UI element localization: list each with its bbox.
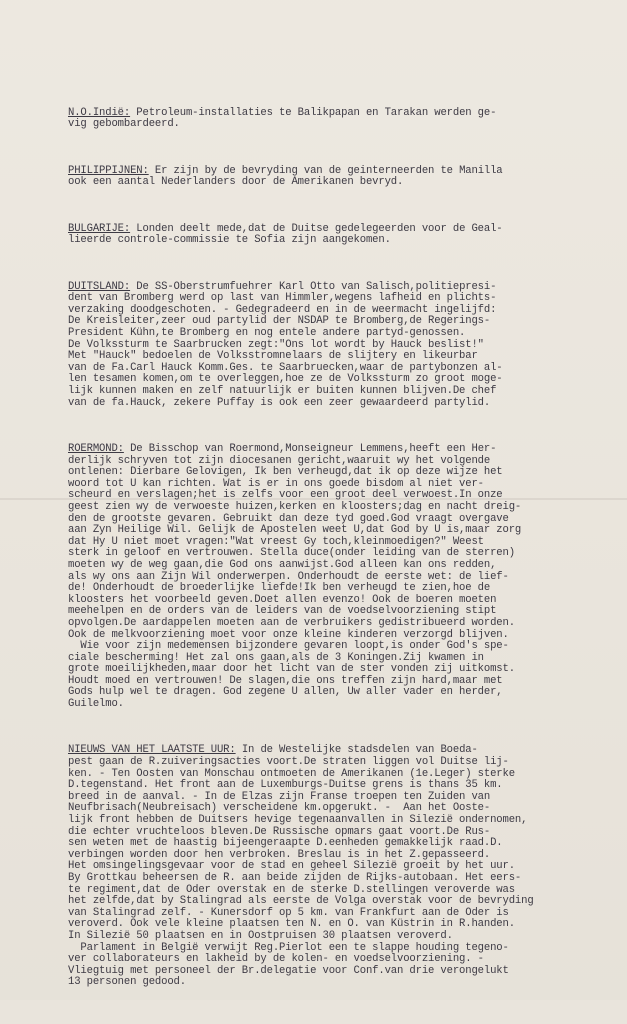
news-bulletin-text — [68, 73, 613, 1024]
text-line: ciale bescherming! Het zal ons gaan,als de 3 Koningen.Zij kwamen in — [68, 651, 484, 664]
text-line: woord tot U kan richten. Wat is er in ons goede bisdom al niet ver- — [68, 477, 484, 490]
text-line: Neufbrisach(Neubreisach) verscheidene km.opgerukt. - Aan het Ooste- — [68, 802, 491, 815]
text-line: Er zijn by de bevryding van de geinterneerden te Manilla — [148, 164, 503, 177]
text-line: van de fa.Hauck, zekere Puffay is ook een zeer gewaardeerd partylid. — [68, 396, 491, 409]
text-line: sen weten met de haastig bijeengeraapte D.eenheden gemakkelijk raad.D. — [68, 837, 503, 850]
text-line: 13 personen gedood. — [68, 976, 186, 989]
section-nl-indies — [68, 108, 613, 131]
text-line: Vliegtuig met personeel der Br.delegatie voor Conf.van drie verongelukt — [68, 964, 509, 977]
text-line: derlijk schryven tot zijn diocesanen gericht,waaruit wy het volgende — [68, 454, 491, 467]
text-line: kloosters het voorbeeld geven.Doet allen evenzo! Ook de boeren moeten — [68, 593, 497, 606]
text-line: D.tegenstand. Het front aan de Luxemburgs-Duitse grens is thans 35 km. — [68, 779, 503, 792]
text-line: Parlament in België verwijt Reg.Pierlot een te slappe houding tegeno- — [68, 941, 509, 954]
text-line: verzaking doodgeschoten. - Gedegradeerd en in de weermacht ingelijfd: — [68, 303, 497, 316]
text-line: dat Hy U niet moet vragen:"Wat vreest Gy toch,kleinmoedigen?" Weest — [68, 535, 484, 548]
text-line: Het omsingelingsgevaar voor de stad en geheel Silezië groeit by het uur. — [68, 860, 515, 873]
section-latest-news — [68, 745, 613, 988]
text-line: By Grottkau beheersen de R. aan beide zijden de Rijks-autobaan. Het eers- — [68, 871, 522, 884]
text-line: Ook de melkvoorziening moet voor onze kleine kinderen verzorgd blijven. — [68, 628, 509, 641]
text-line: aan Zyn Heilige Wil. Gelijk de Apostelen weet U,dat God by U is,maar zorg — [68, 524, 522, 537]
text-line: sterk in geloof en vertrouwen. Stella duce(onder leiding van de sterren) — [68, 547, 515, 560]
text-line: ken. - Ten Oosten van Monschau ontmoeten de Amerikanen (1e.Leger) sterke — [68, 767, 515, 780]
text-line: vig gebombardeerd. — [68, 118, 180, 131]
text-line: lijk front hebben de Duitsers hevige tegenaanvallen in Silezië ondernomen, — [68, 814, 528, 826]
text-line: geest zien wy de verwoeste huizen,kerken en kloosters;dag en nacht dreig- — [68, 500, 522, 513]
section-heading: NIEUWS VAN HET LAATSTE UUR: — [68, 744, 236, 757]
text-line: dent van Bromberg werd op last van Himmler,wegens lafheid en plichts- — [68, 292, 497, 305]
text-line: moeten wy de weg gaan,die God ons aanwijst.God alleen kan ons redden, — [68, 558, 497, 571]
section-heading: DUITSLAND: — [68, 280, 131, 293]
section-roermond — [68, 444, 613, 711]
text-line: te regiment,dat de Oder overstak en de sterke D.stellingen veroverde was — [68, 883, 515, 896]
section-heading: PHILIPPIJNEN: — [68, 164, 149, 177]
text-line: lieerde controle-commissie te Sofia zijn aangekomen. — [68, 234, 391, 247]
text-line: Houdt moed en vertrouwen! De slagen,die ons treffen zijn hard,maar met — [68, 674, 503, 687]
text-line: opvolgen.De aardappelen moeten aan de verbruikers gedistribueerd worden. — [68, 616, 515, 629]
text-line: veroverd. Ook vele kleine plaatsen ten N. en O. van Küstrin in R.handen. — [68, 918, 515, 931]
text-line: Petroleum-installaties te Balikpapan en Tarakan werden ge- — [130, 106, 497, 119]
text-line: het zelfde,dat by Stalingrad als eerste de Volga overstak voor de bevryding — [68, 895, 534, 908]
text-line: In de Westelijke stadsdelen van Boeda- — [235, 744, 478, 757]
text-line: Gods hulp wel te dragen. God zegene U allen, Uw aller vader en herder, — [68, 686, 503, 699]
text-line: De SS-Oberstrumfuehrer Karl Otto van Salisch,politiepresi- — [130, 280, 497, 293]
section-heading: N.O.Indië: — [68, 106, 131, 119]
text-line: breed in de aanval. - In de Elzas zijn Franse troepen ten Zuiden van — [68, 790, 491, 803]
text-line: verbingen worden door hen verbroken. Breslau is in het Z.gepasseerd. — [68, 848, 491, 861]
text-line: Met "Hauck" bedoelen de Volksstromnelaars de slijtery en likeurbar — [68, 350, 478, 363]
text-line: len tesamen komen,om te overleggen,hoe ze de Volkssturm zo groot moge- — [68, 373, 503, 386]
section-bulgaria — [68, 224, 613, 247]
text-line: ver collaborateurs en lakheid by de kolen- en voedselvoorziening. - — [68, 953, 484, 966]
text-line: In Silezië 50 plaatsen en in Oostpruisen 30 plaatsen veroverd. — [68, 929, 453, 942]
text-line: lijk kunnen maken en zelf natuurlijk er buiten kunnen blijven.De chef — [68, 385, 497, 398]
text-line: van de Fa.Carl Hauck Komm.Ges. te Saarbruecken,waar de partybonzen al- — [68, 361, 503, 374]
section-heading: ROERMOND: — [68, 443, 124, 455]
text-line: De Volkssturm te Saarbrucken zegt:"Ons lot wordt by Hauck beslist!" — [68, 338, 484, 351]
text-line: Guilelmo. — [68, 698, 124, 711]
text-line: Londen deelt mede,dat de Duitse gedelegeerden voor de Geal- — [130, 222, 503, 235]
text-line: Wie voor zijn medemensen bijzondere gevaren loopt,is onder God's spe- — [68, 640, 509, 653]
text-line: meehelpen en de orders van de leiders van de voedselvoorziening stipt — [68, 605, 497, 618]
text-line: pest gaan de R.zuiveringsacties voort.De straten liggen vol Duitse lij- — [68, 756, 509, 769]
text-line: als wy ons aan Zijn Wil onderwerpen. Onderhoudt de eerste wet: de lief- — [68, 570, 509, 583]
text-line: President Kühn,te Bromberg en nog entele andere partyd-genossen. — [68, 327, 466, 340]
text-line: ontlenen: Dierbare Gelovigen, Ik ben verheugd,dat ik op deze wijze het — [68, 466, 503, 479]
section-philippines — [68, 166, 613, 189]
text-line: ook een aantal Nederlanders door de Amerikanen bevryd. — [68, 176, 404, 189]
text-line: De Bisschop van Roermond,Monseigneur Lemmens,heeft een Her- — [123, 443, 497, 455]
text-line: den de grootste gevaren. Gebruikt dan deze tyd goed.God vraagt overgave — [68, 512, 509, 525]
text-line: van Stalingrad zelf. - Kunersdorf op 5 km. van Frankfurt aan de Oder is — [68, 906, 509, 919]
text-line: De Kreisleiter,zeer oud partylid der NSDAP te Bromberg,de Regerings- — [68, 315, 491, 328]
text-line: grote moeilijkheden,maar door het licht van de ster vonden zij uitkomst. — [68, 663, 515, 676]
section-heading: BULGARIJE: — [68, 222, 131, 235]
section-germany — [68, 282, 613, 410]
text-line: de! Onderhoudt de broederlijke liefde!Ik ben verheugd te zien,hoe de — [68, 582, 491, 595]
text-line: scheurd en verslagen;het is zelfs voor een groot deel verwoest.In onze — [68, 489, 503, 502]
text-line: die echter vruchteloos bleven.De Russische opmars gaat voort.De Rus- — [68, 825, 491, 838]
